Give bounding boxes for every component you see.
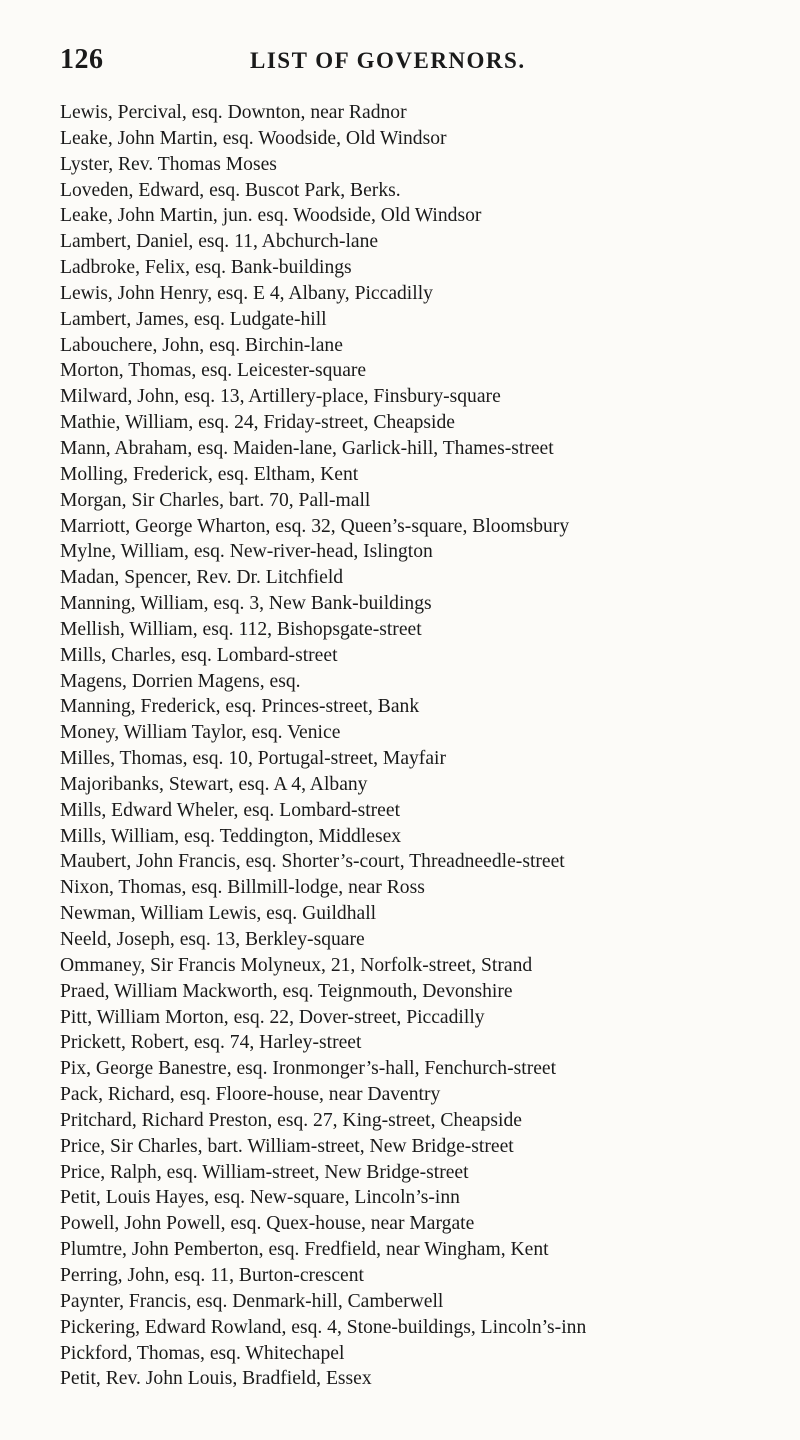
governor-entry: Mathie, William, esq. 24, Friday-street, Cheapside [60, 412, 455, 434]
governor-entry: Powell, John Powell, esq. Quex-house, near Margate [60, 1213, 475, 1235]
governor-entry: Mills, Charles, esq. Lombard-street [60, 644, 338, 666]
governor-entry: Nixon, Thomas, esq. Billmill-lodge, near Ross [60, 877, 425, 899]
governor-entry: Majoribanks, Stewart, esq. A 4, Albany [60, 773, 368, 795]
governor-entry: Pickering, Edward Rowland, esq. 4, Stone-buildings, Lincoln’s-inn [60, 1316, 587, 1338]
governor-entry: Lewis, Percival, esq. Downton, near Radnor [60, 102, 407, 123]
page-header [60, 44, 750, 84]
governor-entry: Mylne, William, esq. New-river-head, Islington [60, 541, 433, 563]
governor-entry: Ladbroke, Felix, esq. Bank-buildings [60, 257, 352, 279]
governor-entry: Price, Ralph, esq. William-street, New Bridge-street [60, 1161, 469, 1183]
governor-entry: Pix, George Banestre, esq. Ironmonger’s-hall, Fenchurch-street [60, 1058, 557, 1080]
page-number: 126 [60, 44, 104, 75]
governor-entry: Plumtre, John Pemberton, esq. Fredfield, near Wingham, Kent [60, 1239, 549, 1261]
governor-entry: Price, Sir Charles, bart. William-street, New Bridge-street [60, 1135, 514, 1157]
governor-entry: Manning, Frederick, esq. Princes-street, Bank [60, 696, 420, 718]
governor-entry: Lyster, Rev. Thomas Moses [60, 153, 277, 175]
governor-entry: Maubert, John Francis, esq. Shorter’s-court, Threadneedle-street [60, 851, 565, 873]
governor-entry: Labouchere, John, esq. Birchin-lane [60, 334, 343, 356]
governor-entry: Pritchard, Richard Preston, esq. 27, King-street, Cheapside [60, 1109, 522, 1131]
governor-entry: Molling, Frederick, esq. Eltham, Kent [60, 463, 359, 485]
governor-entry: Milward, John, esq. 13, Artillery-place, Finsbury-square [60, 386, 501, 408]
governor-entry: Loveden, Edward, esq. Buscot Park, Berks. [60, 179, 401, 201]
governor-entry: Money, William Taylor, esq. Venice [60, 722, 341, 744]
governor-entry: Lambert, James, esq. Ludgate-hill [60, 308, 327, 330]
governor-entry: Paynter, Francis, esq. Denmark-hill, Camberwell [60, 1290, 444, 1312]
governor-entry: Petit, Rev. John Louis, Bradfield, Essex [60, 1368, 372, 1390]
governor-entry: Mills, Edward Wheler, esq. Lombard-street [60, 799, 401, 821]
governor-entry: Leake, John Martin, jun. esq. Woodside, Old Windsor [60, 205, 482, 227]
governor-entry: Manning, William, esq. 3, New Bank-buildings [60, 593, 432, 615]
governor-entry: Mills, William, esq. Teddington, Middlesex [60, 825, 402, 847]
governor-entry: Lambert, Daniel, esq. 11, Abchurch-lane [60, 231, 379, 253]
governor-entry: Newman, William Lewis, esq. Guildhall [60, 903, 377, 925]
governor-entry: Morgan, Sir Charles, bart. 70, Pall-mall [60, 489, 371, 511]
governor-entry: Pickford, Thomas, esq. Whitechapel [60, 1342, 345, 1364]
governor-entry: Mann, Abraham, esq. Maiden-lane, Garlick-hill, Thames-street [60, 437, 554, 459]
governor-entry: Petit, Louis Hayes, esq. New-square, Lincoln’s-inn [60, 1187, 460, 1209]
governor-entry: Pitt, William Morton, esq. 22, Dover-street, Piccadilly [60, 1006, 485, 1028]
governor-entry: Pack, Richard, esq. Floore-house, near Daventry [60, 1084, 441, 1106]
governor-entry: Leake, John Martin, esq. Woodside, Old Windsor [60, 127, 447, 149]
governor-entry: Prickett, Robert, esq. 74, Harley-street [60, 1032, 362, 1054]
governor-entry: Praed, William Mackworth, esq. Teignmouth, Devonshire [60, 980, 513, 1002]
governor-entry: Morton, Thomas, esq. Leicester-square [60, 360, 367, 382]
governor-entry: Magens, Dorrien Magens, esq. [60, 670, 301, 692]
governor-entry: Lewis, John Henry, esq. E 4, Albany, Piccadilly [60, 282, 433, 304]
governor-entry: Perring, John, esq. 11, Burton-crescent [60, 1264, 364, 1286]
governor-entry: Marriott, George Wharton, esq. 32, Queen’s-square, Bloomsbury [60, 515, 570, 537]
governor-entry: Milles, Thomas, esq. 10, Portugal-street, Mayfair [60, 748, 447, 770]
governor-entry: Mellish, William, esq. 112, Bishopsgate-street [60, 618, 422, 640]
governor-entry: Ommaney, Sir Francis Molyneux, 21, Norfolk-street, Strand [60, 954, 533, 976]
governor-entry: Madan, Spencer, Rev. Dr. Litchfield [60, 567, 344, 589]
running-title: LIST OF GOVERNORS. [250, 48, 526, 73]
governors-list [60, 100, 760, 1392]
governor-entry: Neeld, Joseph, esq. 13, Berkley-square [60, 929, 365, 950]
